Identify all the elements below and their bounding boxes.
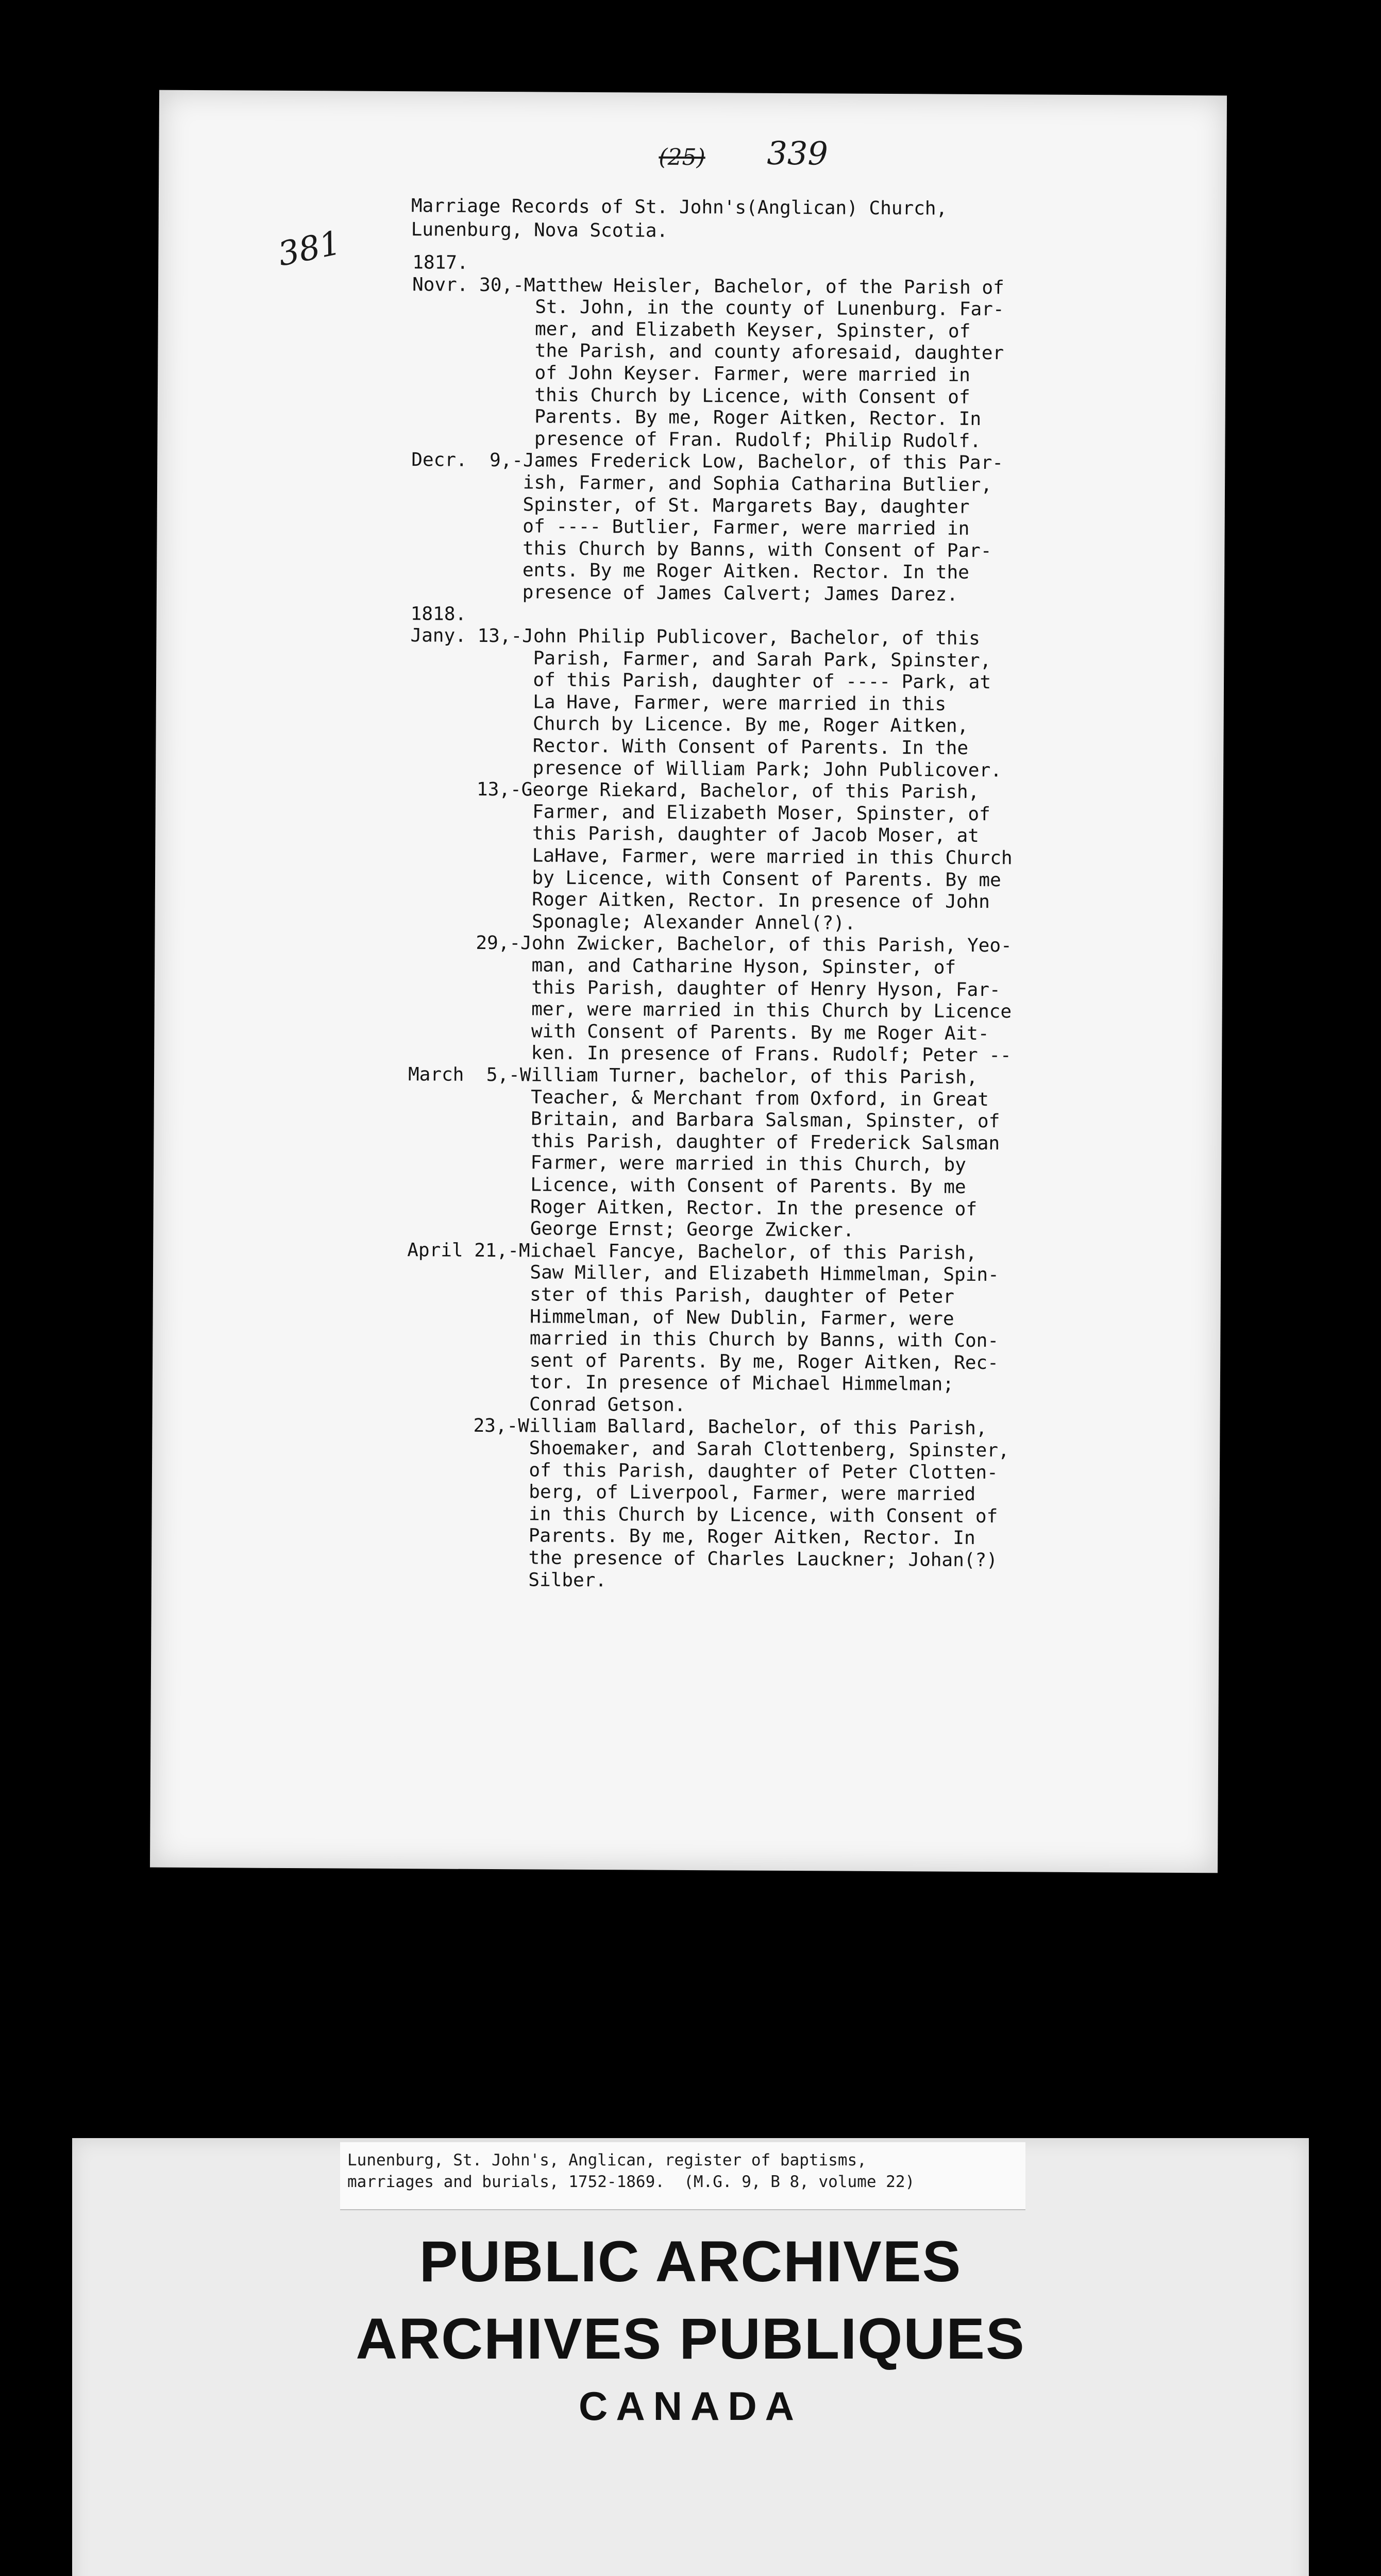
archive-reference-slip: Lunenburg, St. John's, Anglican, register of baptisms, marriages and burials, 1752-1869. (M.G. 9, B 8, volume 22) [340,2142,1025,2210]
handwritten-page-number: 339 [767,134,828,173]
struck-page-number: (25) [659,144,705,171]
page-title: Marriage Records of St. John's(Anglican) Church, Lunenburg, Nova Scotia. [411,195,948,242]
archive-name-french: ARCHIVES PUBLIQUES [356,2307,1025,2371]
document-page [150,90,1227,1873]
archive-country: CANADA [579,2383,802,2429]
archive-name-english: PUBLIC ARCHIVES [419,2229,962,2294]
archive-label-card [72,2138,1309,2576]
marriage-records-text: 1817. Novr. 30,-Matthew Heisler, Bachelor, of the Parish of St. John, in the county of Lunenburg. Far- mer, and Elizabeth Keyser, Spinster, of the Parish, and county aforesaid, daughter of John Keyser. Farmer, were married in this Church by Licence, with Consent of Parents. By me, Roger Aitken, Rector. In presence of Fran. Rudolf; Philip Rudolf. Decr. 9,-James Frederick Low, Bachelor, of this Par- ish, Farmer, and Sophia Catharina Butlier, Spinster, of St. Margarets Bay, daughter of ---- Butlier, Farmer, were married in this Church by Banns, with Consent of Par- ents. By me Roger Aitken. Rector. In the presence of James Calvert; James Darez. 1818. Jany. 13,-John Philip Publicover, Bachelor, of this Parish, Farmer, and Sarah Park, Spinster, of this Parish, daughter of ---- Park, at La Have, Farmer, were married in this Church by Licence. By me, Roger Aitken, Rector. With Consent of Parents. In the presence of William Park; John Publicover. 13,-George Riekard, Bachelor, of this Parish, Farmer, and Elizabeth Moser, Spinster, of this Parish, daughter of Jacob Moser, at LaHave, Farmer, were married in this Church by Licence, with Consent of Parents. By me Roger Aitken, Rector. In presence of John Sponagle; Alexander Annel(?). 29,-John Zwicker, Bachelor, of this Parish, Yeo- man, and Catharine Hyson, Spinster, of this Parish, daughter of Henry Hyson, Far- mer, were married in this Church by Licence with Consent of Parents. By me Roger Ait- ken. In presence of Frans. Rudolf; Peter -- March 5,-William Turner, bachelor, of this Parish, Teacher, & Merchant from Oxford, in Great Britain, and Barbara Salsman, Spinster, of this Parish, daughter of Frederick Salsman Farmer, were married in this Church, by Licence, with Consent of Parents. By me Roger Aitken, Rector. In the presence of George Ernst; George Zwicker. April 21,-Michael Fancye, Bachelor, of this Parish, Saw Miller, and Elizabeth Himmelman, Spin- ster of this Parish, daughter of Peter Himmelman, of New Dublin, Farmer, were married in this Church by Banns, with Con- sent of Parents. By me, Roger Aitken, Rec- tor. In presence of Michael Himmelman; Conrad Getson. 23,-William Ballard, Bachelor, of this Parish, Shoemaker, and Sarah Clottenberg, Spinster, of this Parish, daughter of Peter Clotten- berg, of Liverpool, Farmer, were married in this Church by Licence, with Consent of Parents. By me, Roger Aitken, Rector. In the presence of Charles Lauckner; Johan(?) Silber. [405,252,1013,1591]
handwritten-margin-number: 381 [275,224,344,274]
